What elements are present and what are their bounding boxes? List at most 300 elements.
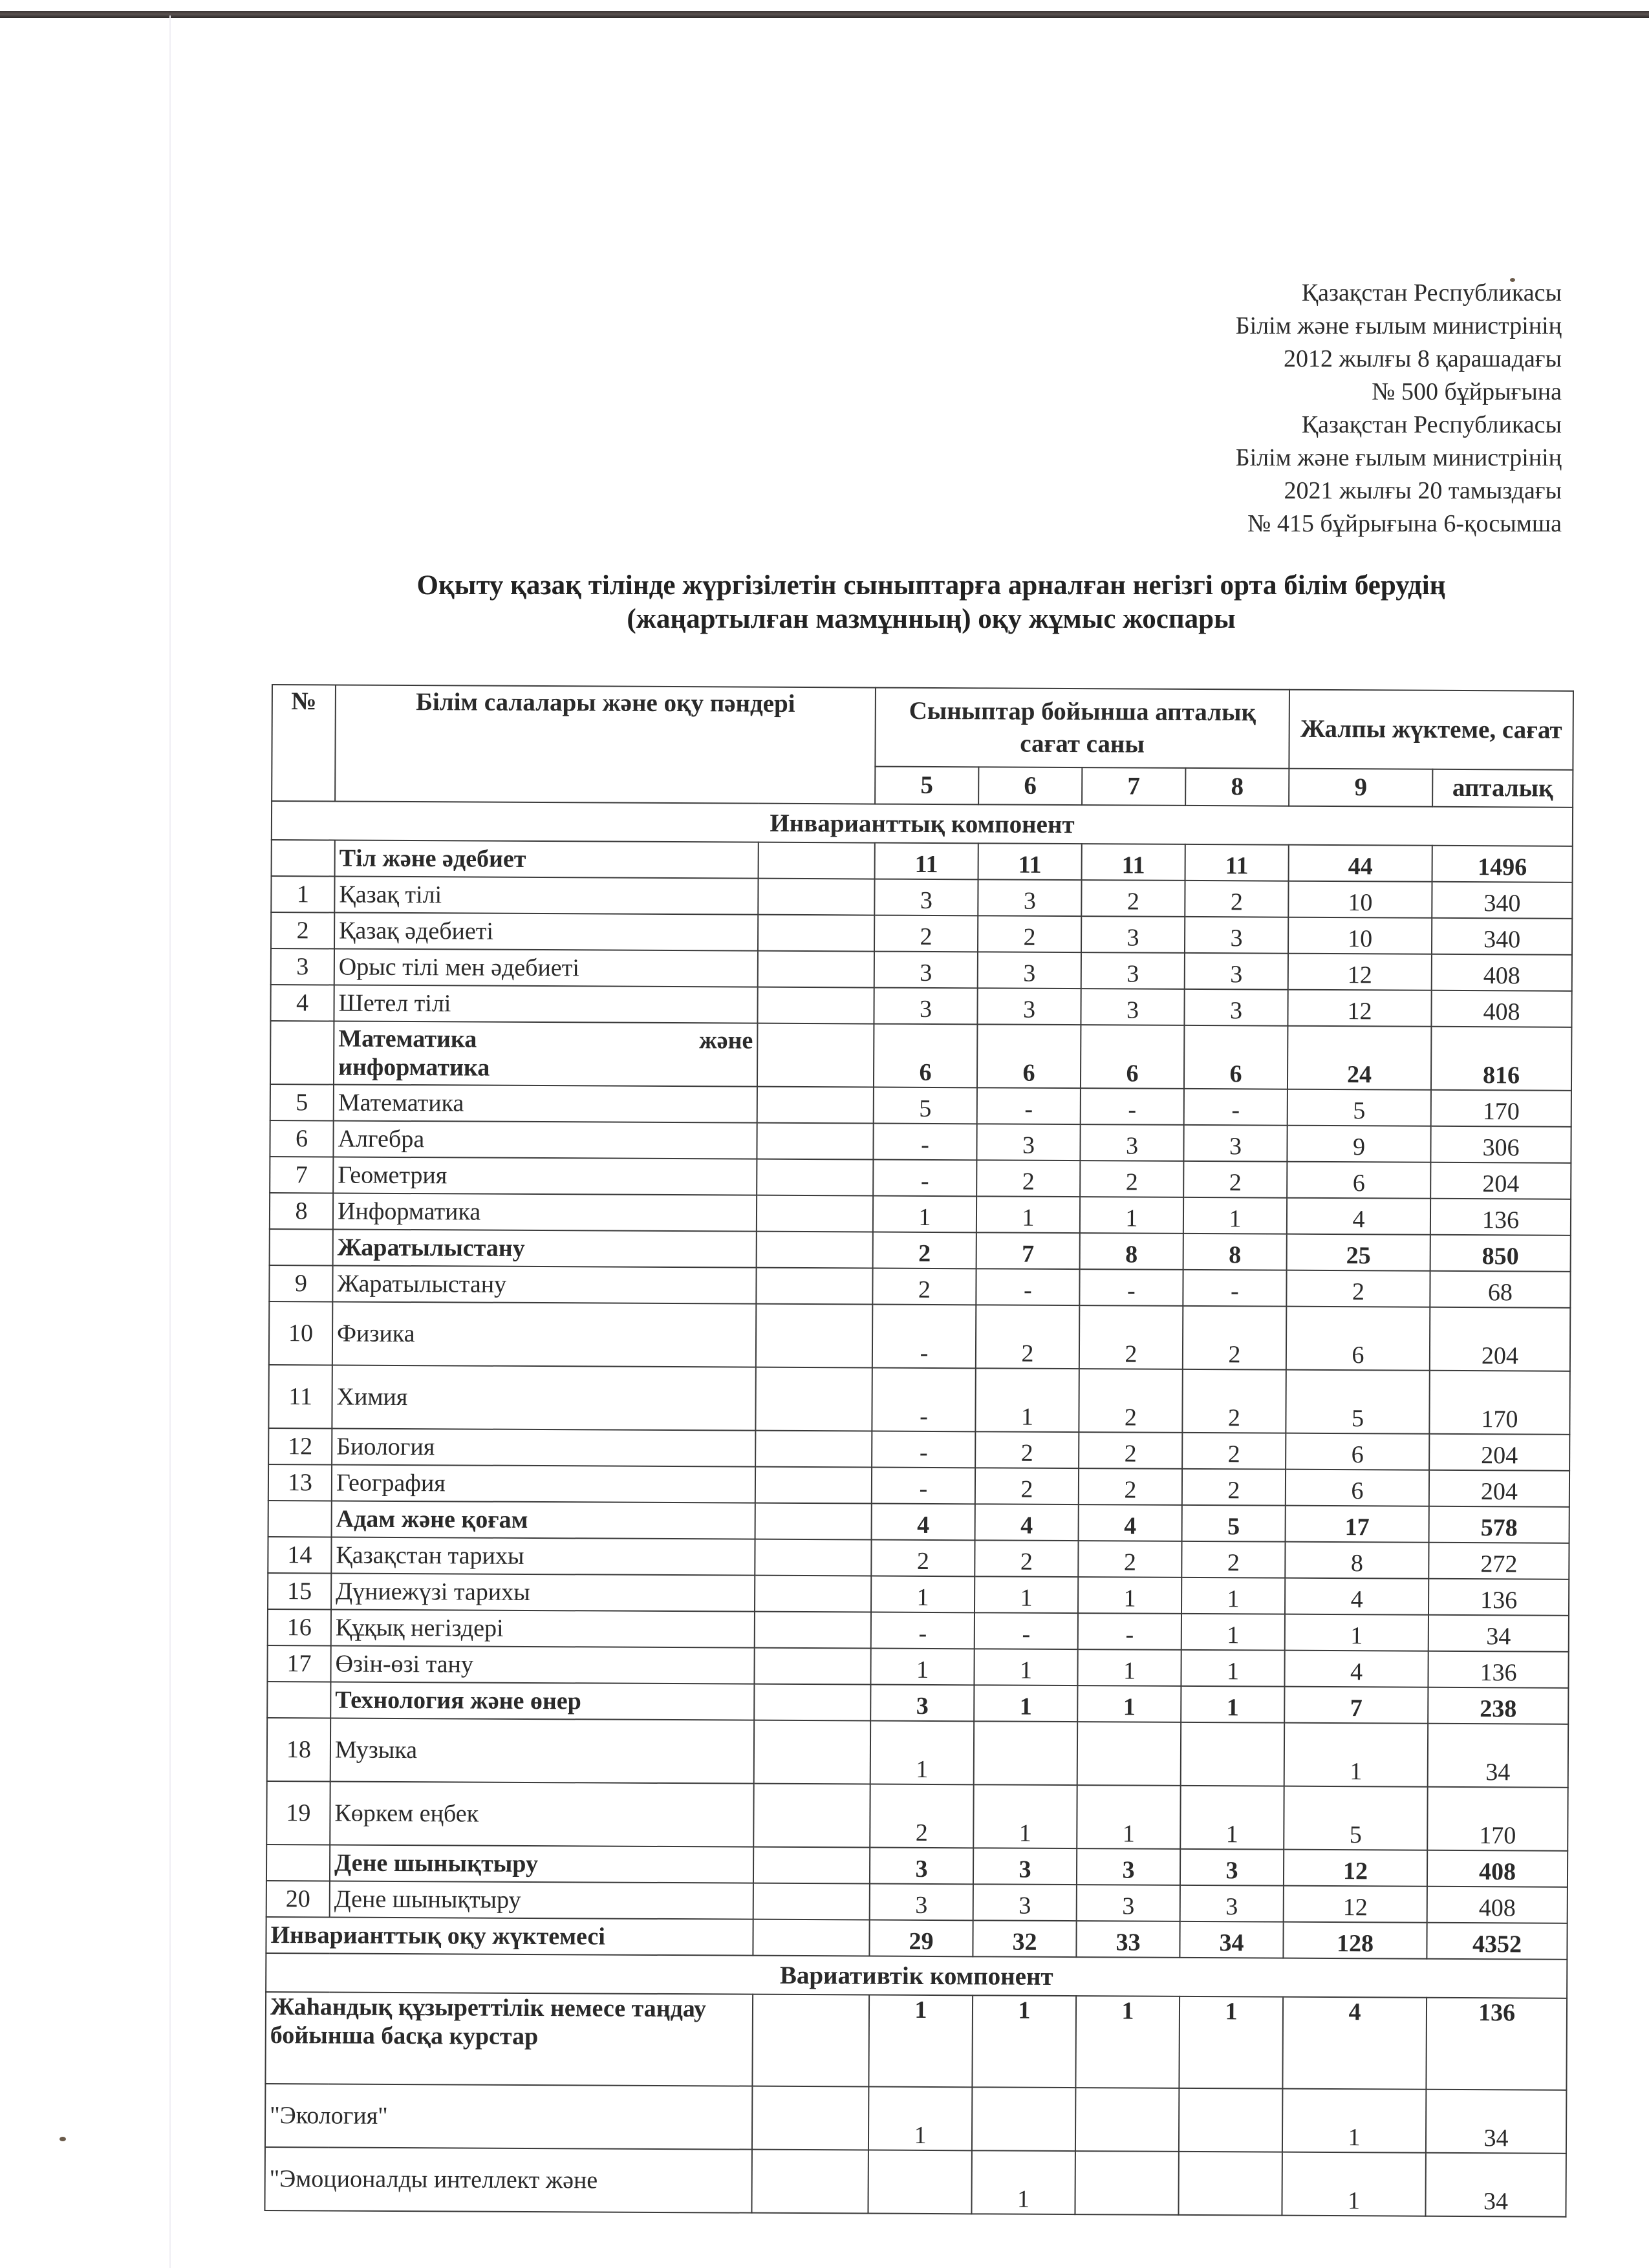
cell-weekly: 4 <box>1287 1198 1430 1235</box>
empty-cell <box>753 1920 869 1956</box>
subject-name: Тіл және әдебиет <box>335 840 759 878</box>
header-grade-6: 6 <box>978 767 1082 805</box>
subject-name-part: Математика <box>338 1025 477 1053</box>
row-number: 6 <box>270 1120 333 1157</box>
cell-g9: 2 <box>1181 1541 1285 1578</box>
cell-g8: 1 <box>1078 1577 1181 1614</box>
cell-yearly: 34 <box>1428 1724 1568 1788</box>
cell-g9: 1 <box>1180 1786 1284 1850</box>
scan-top-edge <box>0 0 1649 18</box>
table-row <box>270 1157 1571 1199</box>
table-group-row <box>266 1845 1568 1887</box>
cell-weekly: 5 <box>1284 1786 1427 1850</box>
cell-weekly: 44 <box>1289 845 1432 882</box>
cell-g9: 1 <box>1179 1996 1283 2089</box>
empty-cell <box>753 1883 870 1920</box>
cell-g7: 4 <box>975 1504 1079 1541</box>
table-row <box>266 1781 1568 1851</box>
empty-cell <box>754 1720 870 1784</box>
approval-line: № 500 бұйрығына <box>1372 378 1562 405</box>
row-number <box>267 1682 330 1718</box>
cell-g6: - <box>872 1305 976 1369</box>
cell-g8 <box>1075 2151 1178 2215</box>
table-row <box>269 1301 1571 1371</box>
total-g8: 33 <box>1076 1921 1180 1958</box>
cell-g7: - <box>975 1612 1078 1649</box>
approval-line: Қазақстан Республикасы <box>1301 279 1562 306</box>
scan-speck <box>59 2137 66 2141</box>
cell-g8: 2 <box>1079 1468 1182 1505</box>
row-number: 4 <box>270 985 334 1021</box>
cell-weekly: 10 <box>1288 881 1432 918</box>
subject-name: Информатика <box>333 1193 757 1231</box>
cell-yearly: 816 <box>1431 1027 1571 1091</box>
empty-cell <box>755 1503 872 1540</box>
cell-g7: 3 <box>973 1884 1077 1921</box>
cell-g6: 2 <box>871 1540 975 1577</box>
subject-name-part: және <box>699 1027 753 1054</box>
row-number: 7 <box>270 1157 333 1193</box>
cell-g8: 2 <box>1079 1369 1182 1433</box>
cell-g7: 11 <box>978 843 1082 880</box>
row-number <box>270 1021 334 1084</box>
cell-g9: 2 <box>1182 1369 1286 1433</box>
cell-g8: 3 <box>1081 989 1184 1025</box>
cell-g9: - <box>1183 1270 1286 1307</box>
header-grade-5: 5 <box>875 767 978 805</box>
empty-cell <box>753 1847 870 1884</box>
cell-yearly: 306 <box>1430 1126 1571 1163</box>
approval-line: Қазақстан Республикасы <box>1301 411 1562 438</box>
subject-name: Математика <box>334 1084 757 1122</box>
document-title <box>278 569 1584 636</box>
cell-yearly: 34 <box>1425 2153 1566 2217</box>
approval-line: Білім және ғылым министрінің <box>1235 444 1562 471</box>
cell-g8: - <box>1078 1613 1181 1650</box>
empty-cell <box>751 2150 868 2214</box>
curriculum-table <box>264 684 1574 2218</box>
cell-g6: 5 <box>874 1087 977 1124</box>
cell-yearly: 170 <box>1431 1090 1571 1127</box>
cell-g8: 2 <box>1078 1541 1181 1578</box>
scan-left-margin <box>0 18 169 2268</box>
empty-cell <box>754 1684 870 1721</box>
empty-cell <box>755 1539 871 1576</box>
cell-g9: 3 <box>1183 1125 1287 1162</box>
cell-g8: 2 <box>1079 1305 1183 1369</box>
cell-g8: 1 <box>1080 1197 1183 1234</box>
cell-g9: 3 <box>1180 1849 1284 1886</box>
table-row <box>267 1718 1569 1788</box>
cell-yearly: 238 <box>1428 1687 1568 1724</box>
total-yearly: 4352 <box>1427 1923 1567 1960</box>
cell-g7: 1 <box>975 1368 1079 1432</box>
row-number: 19 <box>266 1781 330 1845</box>
approval-line: № 415 бұйрығына 6-қосымша <box>1247 510 1562 537</box>
empty-cell <box>757 1023 874 1087</box>
cell-g8: 3 <box>1081 916 1185 953</box>
table-row <box>270 1084 1571 1127</box>
cell-g6: - <box>871 1612 975 1649</box>
cell-g6: - <box>873 1160 976 1197</box>
cell-g6: 4 <box>872 1504 975 1541</box>
cell-g7: 7 <box>976 1232 1080 1269</box>
cell-g7: 3 <box>976 1124 1080 1161</box>
cell-weekly: 12 <box>1284 1850 1427 1887</box>
cell-g9: 1 <box>1181 1686 1284 1723</box>
empty-cell <box>758 951 874 988</box>
row-number <box>266 1845 330 1881</box>
cell-g6: 1 <box>870 1721 974 1785</box>
cell-weekly: 9 <box>1287 1126 1430 1162</box>
table-row <box>270 1120 1571 1163</box>
cell-weekly: 5 <box>1286 1370 1429 1434</box>
cell-g8: 2 <box>1079 1432 1182 1469</box>
row-number: 13 <box>268 1464 332 1501</box>
subject-name <box>334 1021 757 1086</box>
cell-g8: 6 <box>1081 1025 1184 1089</box>
cell-yearly: 170 <box>1429 1371 1569 1435</box>
table-group-row <box>268 1501 1569 1543</box>
cell-g6: 3 <box>870 1685 974 1722</box>
cell-g9: 8 <box>1183 1234 1287 1270</box>
cell-g6: 1 <box>871 1576 975 1613</box>
table-row <box>270 1193 1571 1236</box>
cell-g8: 2 <box>1080 1161 1183 1197</box>
cell-g6: 2 <box>873 1232 976 1269</box>
cell-weekly: 17 <box>1286 1506 1429 1543</box>
subject-name: Орыс тілі мен әдебиеті <box>334 948 758 987</box>
empty-cell <box>757 1123 873 1160</box>
table-row <box>270 985 1571 1027</box>
cell-g6: 3 <box>874 879 978 916</box>
row-number: 9 <box>269 1265 332 1301</box>
subject-name: Қазақстан тарихы <box>331 1537 755 1575</box>
subject-name: Жаһандық құзыреттілік немесе таңдау бойынша басқа курстар <box>265 1992 753 2086</box>
table-row <box>271 876 1572 919</box>
section-invariant-label: Инварианттық компонент <box>272 801 1573 846</box>
empty-cell <box>757 1232 873 1268</box>
row-number: 1 <box>271 876 334 912</box>
cell-g6: 1 <box>870 1649 974 1685</box>
cell-g6: 6 <box>874 1024 977 1088</box>
cell-weekly: 1 <box>1282 2089 1426 2153</box>
cell-g7: 2 <box>978 915 1081 952</box>
cell-g9: 2 <box>1182 1469 1286 1506</box>
subject-name: Музыка <box>330 1718 754 1783</box>
cell-g6: - <box>872 1431 975 1468</box>
subject-name: "Эмоционалды интеллект және <box>264 2147 751 2213</box>
cell-g7: 3 <box>978 879 1081 916</box>
cell-yearly: 204 <box>1429 1470 1569 1507</box>
empty-cell <box>757 1087 874 1124</box>
cell-g8: 3 <box>1081 952 1185 989</box>
empty-cell <box>758 915 874 952</box>
cell-yearly: 136 <box>1430 1199 1571 1236</box>
empty-cell <box>752 2086 868 2150</box>
cell-g8: 3 <box>1077 1885 1180 1921</box>
empty-cell <box>756 1304 872 1368</box>
cell-yearly: 578 <box>1429 1506 1569 1543</box>
section-variative-label: Вариативтік компонент <box>266 1953 1567 1998</box>
cell-weekly: 12 <box>1288 990 1431 1027</box>
cell-g8: 8 <box>1080 1233 1183 1270</box>
cell-weekly: 1 <box>1284 1723 1428 1787</box>
approval-line: 2021 жылғы 20 тамыздағы <box>1284 477 1562 504</box>
cell-g9: 1 <box>1181 1614 1285 1651</box>
cell-weekly: 6 <box>1286 1433 1429 1470</box>
cell-weekly: 2 <box>1286 1270 1430 1307</box>
subject-name: Қазақ әдебиеті <box>334 912 758 950</box>
empty-cell <box>755 1576 871 1612</box>
subject-name: Қазақ тілі <box>334 876 758 914</box>
subject-name: Технология және өнер <box>330 1682 754 1720</box>
empty-cell <box>757 987 874 1024</box>
cell-g8: 2 <box>1081 880 1185 917</box>
table-row <box>266 1881 1568 1923</box>
cell-g8: 3 <box>1080 1124 1183 1161</box>
row-number: 20 <box>266 1881 330 1917</box>
cell-yearly: 1496 <box>1432 846 1573 883</box>
empty-cell <box>752 1995 869 2087</box>
total-weekly: 128 <box>1283 1922 1427 1959</box>
subject-name: Құқық негіздері <box>331 1609 755 1647</box>
row-number: 8 <box>270 1193 333 1229</box>
row-number: 5 <box>270 1084 334 1120</box>
empty-cell <box>754 1648 870 1685</box>
cell-yearly: 68 <box>1430 1271 1570 1308</box>
cell-weekly: 6 <box>1287 1162 1430 1199</box>
cell-g6: 11 <box>875 843 978 880</box>
cell-g9: 3 <box>1185 953 1288 990</box>
cell-g7: 1 <box>972 1995 1076 2088</box>
row-number <box>268 1501 332 1537</box>
subject-name: Өзін-өзі тану <box>330 1645 754 1684</box>
subject-name: Көркем еңбек <box>330 1781 753 1846</box>
row-number: 12 <box>268 1428 332 1464</box>
cell-g6: 2 <box>870 1784 973 1848</box>
cell-g7: 1 <box>976 1196 1080 1233</box>
title-line-1: Оқыту қазақ тілінде жүргізілетін сыныптарға арналған негізгі орта білім берудің <box>416 570 1446 601</box>
approval-line: Білім және ғылым министрінің <box>1235 312 1562 339</box>
empty-cell <box>757 1195 873 1232</box>
cell-yearly: 136 <box>1428 1651 1568 1688</box>
cell-g9: 6 <box>1184 1025 1288 1089</box>
header-grade-9: 9 <box>1289 769 1432 807</box>
scan-page-edge <box>169 16 171 2268</box>
subject-name: Дене шынықтыру <box>330 1881 753 1919</box>
cell-g9: 3 <box>1184 989 1288 1026</box>
cell-yearly: 408 <box>1432 954 1572 991</box>
cell-g7 <box>972 2087 1075 2151</box>
cell-g8: 1 <box>1077 1785 1180 1849</box>
row-number <box>272 840 335 876</box>
cell-g7: - <box>977 1087 1081 1124</box>
cell-g9: 3 <box>1180 1885 1284 1922</box>
total-g6: 29 <box>869 1920 973 1957</box>
cell-g9: 2 <box>1185 881 1288 917</box>
cell-g9 <box>1179 2088 1283 2152</box>
subject-name: География <box>332 1464 755 1503</box>
cell-g7: 3 <box>978 952 1081 989</box>
cell-g9: 11 <box>1185 844 1289 881</box>
cell-g7: 2 <box>975 1431 1079 1468</box>
cell-g7: 2 <box>976 1305 1079 1369</box>
cell-g7 <box>974 1721 1077 1785</box>
cell-g7: 3 <box>973 1848 1077 1885</box>
row-number: 10 <box>269 1301 332 1365</box>
table-row <box>268 1428 1569 1471</box>
cell-g7: 1 <box>973 1784 1077 1848</box>
cell-weekly: 4 <box>1282 1997 1427 2090</box>
cell-weekly: 5 <box>1288 1089 1431 1126</box>
title-line-2: (жаңартылған мазмұнның) оқу жұмыс жоспары <box>627 604 1236 634</box>
cell-g6: 2 <box>874 915 978 952</box>
table-row <box>268 1464 1569 1507</box>
row-number: 17 <box>267 1645 330 1682</box>
cell-yearly: 204 <box>1430 1307 1570 1371</box>
variative-group-row <box>265 1992 1567 2090</box>
subject-name: "Экология" <box>265 2084 752 2150</box>
header-grade-7: 7 <box>1082 767 1185 806</box>
cell-g6: 3 <box>870 1848 973 1885</box>
cell-g6: 1 <box>868 2087 972 2151</box>
cell-weekly: 7 <box>1284 1687 1428 1724</box>
table-row <box>268 1365 1570 1435</box>
table-row <box>267 1645 1568 1688</box>
cell-g6: 1 <box>873 1196 976 1233</box>
cell-g6 <box>868 2150 971 2214</box>
cell-yearly: 340 <box>1432 882 1572 919</box>
cell-g6: - <box>873 1124 976 1161</box>
cell-g6: 1 <box>868 1995 973 2088</box>
cell-weekly: 1 <box>1282 2152 1425 2216</box>
cell-g6: - <box>872 1468 975 1504</box>
cell-weekly: 1 <box>1285 1614 1428 1651</box>
row-number: 11 <box>268 1365 332 1428</box>
cell-weekly: 6 <box>1286 1307 1430 1371</box>
cell-g9: 1 <box>1183 1197 1287 1234</box>
cell-yearly: 272 <box>1428 1543 1569 1579</box>
cell-g7: 6 <box>977 1024 1081 1088</box>
table-row <box>268 1537 1569 1579</box>
cell-g9: 2 <box>1183 1161 1287 1198</box>
cell-g9: 2 <box>1183 1306 1287 1370</box>
table-row <box>271 912 1572 955</box>
subject-name: Дене шынықтыру <box>330 1845 753 1883</box>
subject-name: Алгебра <box>333 1120 757 1159</box>
cell-g7: 1 <box>974 1685 1077 1722</box>
cell-weekly: 25 <box>1287 1234 1430 1271</box>
header-subjects: Білім салалары және оқу пәндері <box>335 685 876 804</box>
cell-weekly: 6 <box>1286 1470 1429 1506</box>
subject-name: Жаратылыстану <box>333 1229 757 1267</box>
variative-row <box>265 2084 1567 2154</box>
cell-g7: 2 <box>976 1160 1080 1197</box>
cell-g8: 3 <box>1077 1848 1180 1885</box>
cell-yearly: 340 <box>1432 918 1572 955</box>
subject-name: Жаратылыстану <box>332 1265 756 1303</box>
cell-g9 <box>1181 1722 1285 1786</box>
table-row <box>268 1573 1569 1616</box>
total-g7: 32 <box>973 1920 1076 1957</box>
cell-yearly: 408 <box>1427 1887 1568 1923</box>
table-group-row <box>267 1682 1568 1724</box>
header-no: № <box>272 685 336 801</box>
cell-g6: 3 <box>870 1884 973 1921</box>
cell-yearly: 204 <box>1429 1434 1569 1471</box>
cell-weekly: 8 <box>1285 1542 1428 1579</box>
empty-cell <box>755 1431 872 1468</box>
cell-g7: 1 <box>975 1576 1078 1613</box>
invariant-total-row <box>266 1917 1567 1960</box>
subject-name: Шетел тілі <box>334 985 757 1023</box>
cell-g7: 2 <box>975 1468 1079 1504</box>
cell-g9: 1 <box>1181 1578 1285 1614</box>
cell-weekly: 10 <box>1288 917 1432 954</box>
row-number: 3 <box>271 948 334 985</box>
cell-weekly: 12 <box>1288 954 1432 990</box>
cell-g9: 2 <box>1182 1433 1286 1470</box>
header-weekly-by-grade: Сыныптар бойынша апталық сағат саны <box>875 688 1289 769</box>
subject-name: Химия <box>332 1365 755 1430</box>
table-group-row <box>270 1021 1572 1091</box>
cell-g9: 1 <box>1181 1650 1284 1687</box>
subject-name: Адам және қоғам <box>332 1501 755 1539</box>
table-group-row <box>270 1229 1571 1272</box>
table-row <box>271 948 1572 991</box>
row-number: 2 <box>271 912 334 948</box>
empty-cell <box>753 1784 870 1848</box>
variative-row <box>264 2147 1566 2217</box>
section-invariant <box>272 801 1573 846</box>
cell-yearly: 204 <box>1430 1162 1571 1199</box>
cell-g6: 2 <box>872 1268 976 1305</box>
empty-cell <box>756 1268 872 1305</box>
empty-cell <box>755 1612 871 1649</box>
cell-g7: 3 <box>977 988 1081 1025</box>
header-total-load: Жалпы жүктеме, сағат <box>1289 690 1573 770</box>
cell-weekly: 24 <box>1288 1026 1431 1090</box>
table-group-row <box>272 840 1573 883</box>
row-number <box>270 1229 333 1265</box>
subject-name: Дүниежүзі тарихы <box>331 1573 755 1611</box>
cell-g8: 4 <box>1079 1504 1182 1541</box>
cell-g9: 5 <box>1182 1505 1286 1542</box>
cell-g7: 2 <box>975 1540 1078 1577</box>
approval-line: 2012 жылғы 8 қарашадағы <box>1283 345 1562 372</box>
row-number: 16 <box>268 1609 331 1645</box>
cell-g6: 3 <box>874 988 977 1025</box>
header-grade-8: 8 <box>1185 768 1289 806</box>
empty-cell <box>759 842 875 879</box>
row-number: 18 <box>267 1718 330 1781</box>
row-number: 15 <box>268 1573 331 1609</box>
cell-g9 <box>1178 2152 1282 2216</box>
cell-g8: 1 <box>1077 1649 1181 1686</box>
cell-yearly: 34 <box>1428 1615 1569 1652</box>
cell-yearly: 408 <box>1431 990 1571 1027</box>
cell-weekly: 4 <box>1284 1651 1428 1687</box>
cell-weekly: 12 <box>1284 1886 1427 1923</box>
subject-name: Физика <box>332 1301 756 1367</box>
empty-cell <box>755 1467 872 1504</box>
cell-yearly: 136 <box>1426 1998 1567 2090</box>
cell-g8: 1 <box>1077 1685 1181 1722</box>
subject-name: Геометрия <box>333 1157 757 1195</box>
subject-name: Биология <box>332 1428 755 1466</box>
empty-cell <box>758 879 874 915</box>
